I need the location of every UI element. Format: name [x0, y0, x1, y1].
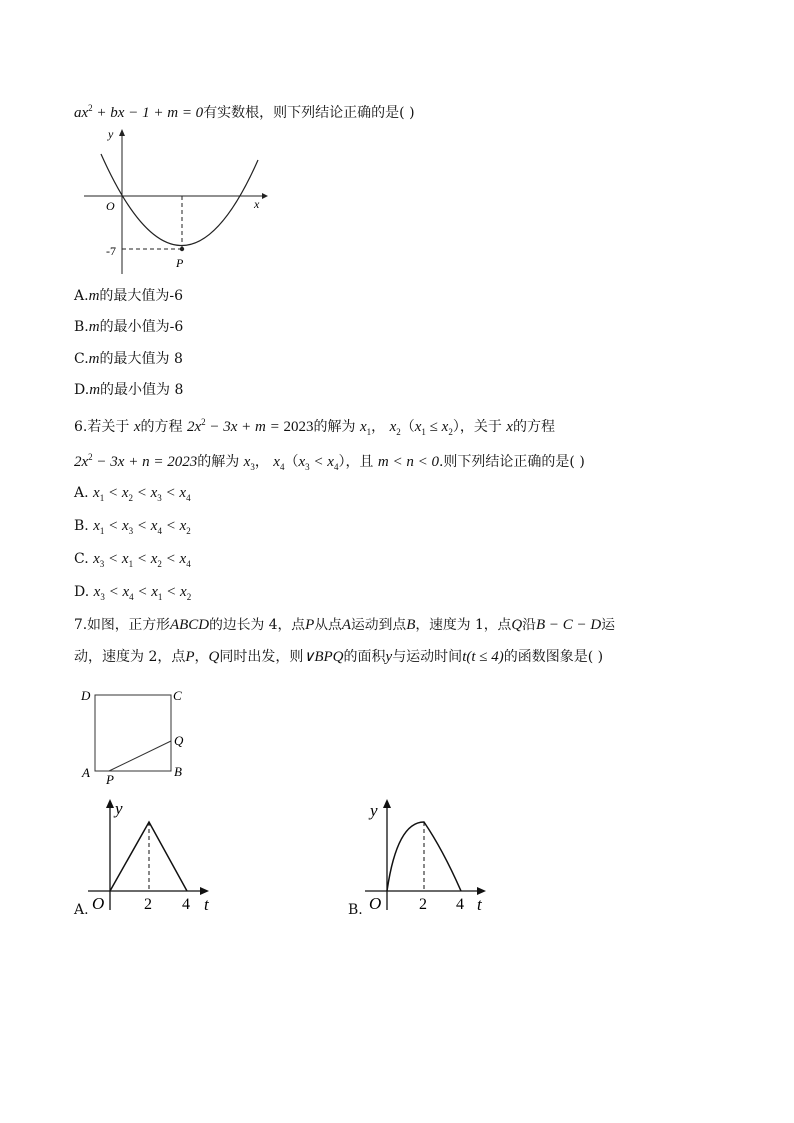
graph-a-y-label: y [115, 799, 123, 818]
q6-option-b[interactable]: B. $x_1 < x_3 < x_4 < x_2$ [74, 518, 191, 536]
q7-stem-line1: 7.如图，正方形ABCD的边长为 4，点P从点A运动到点B，速度为 1，点Q沿B − C − D运 [74, 617, 616, 633]
q7-graph-a[interactable] [88, 798, 218, 918]
graph-b-t-label: t [477, 895, 482, 914]
graph-b-y-arrow [383, 799, 391, 808]
min-value-label: -7 [106, 244, 116, 258]
q5-option-a[interactable]: A.m的最大值为-6 [74, 288, 184, 304]
q7-stem-line2: 动，速度为 2，点P，Q同时出发，则∨BPQ的面积y与运动时间t(t ≤ 4)的函数图象是( ) [74, 649, 604, 665]
q6-stem-line2: $2x^2 - 3x + n = 2023$的解为 $x_3$， $x_4(x_3 < x_4)$，且 m < n < 0.则下列结论正确的是( ) [74, 452, 585, 472]
x-label: x [254, 197, 260, 211]
label-c: C [173, 688, 182, 703]
origin-label: O [106, 199, 115, 213]
q5-option-c[interactable]: C.m的最大值为 8 [74, 351, 183, 367]
q5-equation: $ax^2$ + bx − 1 + m = 0 [74, 103, 204, 121]
label-p: P [106, 772, 114, 787]
graph-a-x-arrow [200, 887, 209, 895]
point-p-label: P [176, 256, 184, 270]
q6-option-c[interactable]: C. $x_3 < x_1 < x_2 < x_4$ [74, 551, 191, 569]
q7-option-b-letter[interactable]: B. [348, 902, 363, 918]
label-a: A [82, 765, 90, 780]
graph-b-x-arrow [477, 887, 486, 895]
graph-a-tick-2: 2 [144, 896, 152, 913]
q7-square-figure [78, 686, 208, 786]
q5-stem-line [74, 99, 415, 122]
graph-b-tick-4: 4 [456, 896, 464, 913]
label-b: B [174, 764, 182, 779]
graph-a-origin: O [92, 894, 105, 913]
graph-b-y-label: y [370, 801, 378, 820]
q6-option-a[interactable]: A. $x_1 < x_2 < x_3 < x_4$ [74, 485, 191, 503]
graph-b-origin: O [369, 894, 382, 913]
graph-b-tick-2: 2 [419, 896, 427, 913]
graph-a-y-arrow [106, 799, 114, 808]
q6-stem-line1: 6.若关于 x的方程 $2x^2 - 3x + m = 2023$的解为 $x_1$， $x_2(x_1 \le x_2)$，关于 x的方程 [74, 417, 555, 437]
q5-parabola-figure [76, 124, 276, 274]
q6-option-d[interactable]: D. $x_3 < x_4 < x_1 < x_2$ [74, 584, 192, 602]
label-q: Q [174, 733, 184, 748]
label-d: D [81, 688, 91, 703]
q6-equation-2: $2x^2 - 3x + n = 2023$ [74, 452, 198, 470]
graph-a-tick-4: 4 [182, 896, 190, 913]
parabola-curve [101, 154, 258, 246]
y-label: y [108, 127, 114, 141]
q5-option-b[interactable]: B.m的最小值为-6 [74, 319, 184, 335]
q5-option-d[interactable]: D.m的最小值为 8 [74, 382, 184, 398]
q7-graph-b[interactable] [365, 798, 495, 918]
q7-option-a-letter[interactable]: A. [74, 902, 89, 918]
q6-equation-1: $2x^2 - 3x + m = 2023$ [186, 417, 314, 435]
q5-stem-text: 有实数根，则下列结论正确的是( ) [203, 105, 415, 121]
segment-pq [109, 741, 171, 771]
y-axis-arrow [119, 129, 125, 136]
vertex-point [180, 247, 184, 251]
x-axis-arrow [262, 193, 268, 199]
graph-a-t-label: t [204, 895, 209, 914]
